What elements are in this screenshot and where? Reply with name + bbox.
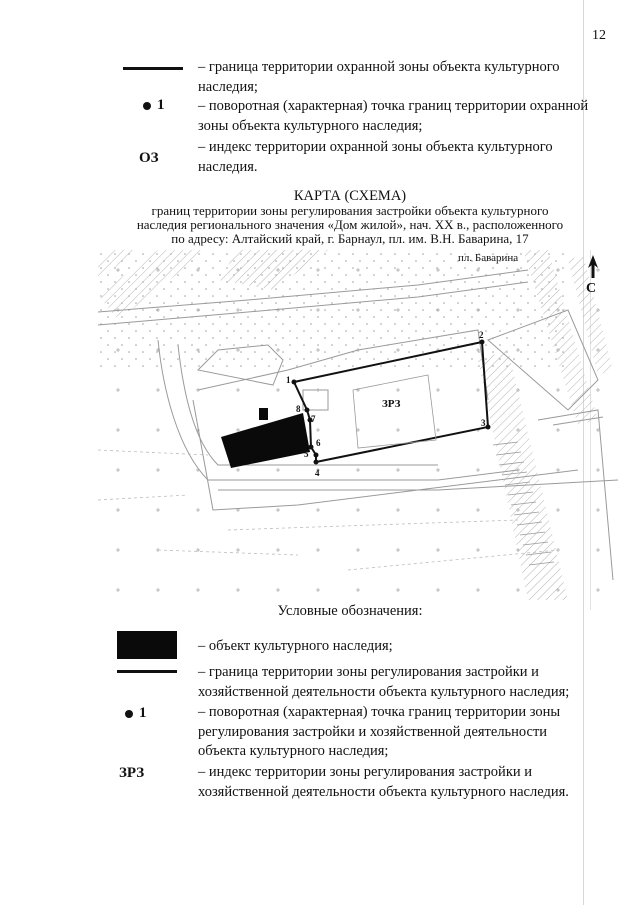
turn-point-4 bbox=[314, 460, 319, 465]
top-legend-boundary-desc: – граница территории охранной зоны объекта культурного наследия; bbox=[198, 59, 560, 95]
heritage-object-symbol bbox=[117, 631, 177, 659]
index-oz-symbol: ОЗ bbox=[139, 150, 159, 166]
turn-point-label: 3 bbox=[481, 418, 486, 428]
turn-point-1 bbox=[292, 380, 297, 385]
bottom-legend-index-desc: – индекс территории зоны регулирования застройки и хозяйственной деятельности объекта культурного наследия. bbox=[198, 764, 569, 800]
legend-heading: Условные обозначения: bbox=[277, 603, 423, 619]
map-subtitle: границ территории зоны регулирования застройки объекта культурного наследия регионального значения «Дом жилой», нач. XX в., расположенного по адресу: Алтайский край, г. Барнаул, пл. им. В.Н. Баварина, 17 bbox=[136, 203, 564, 246]
turn-point-2 bbox=[480, 340, 485, 345]
turn-point-label: 5 bbox=[304, 449, 309, 459]
cultural-heritage-object-annex bbox=[259, 408, 268, 420]
turn-point-label: 2 bbox=[479, 330, 484, 340]
point-dot-icon bbox=[143, 102, 151, 110]
north-arrow-shaft bbox=[592, 264, 595, 278]
turn-point-label: 8 bbox=[296, 404, 301, 414]
bottom-legend-object-desc: – объект культурного наследия; bbox=[198, 638, 393, 654]
turn-point-5 bbox=[314, 453, 319, 458]
top-legend-point-desc: – поворотная (характерная) точка границ территории охранной зоны объекта культурного наследия; bbox=[198, 98, 589, 134]
zone-boundary-line-symbol bbox=[117, 670, 177, 673]
turn-point-label: 6 bbox=[316, 438, 321, 448]
turn-point-3 bbox=[486, 425, 491, 430]
north-label: С bbox=[586, 281, 597, 296]
point-dot-icon bbox=[125, 710, 133, 718]
map-title: КАРТА (СХЕМА) bbox=[293, 188, 407, 204]
map-scheme bbox=[98, 250, 618, 600]
zone-index-label: ЗРЗ bbox=[382, 398, 401, 410]
index-zrz-symbol: ЗРЗ bbox=[119, 765, 145, 781]
zone-turn-point-symbol: 1 bbox=[125, 705, 147, 722]
turn-point-label: 1 bbox=[286, 375, 291, 385]
turn-point-6 bbox=[309, 445, 314, 450]
bottom-legend-boundary-desc: – граница территории зоны регулирования застройки и хозяйственной деятельности объекта культурного наследия; bbox=[198, 664, 570, 700]
map-drawing bbox=[98, 250, 618, 600]
turn-point-label: 4 bbox=[315, 468, 320, 478]
boundary-line-symbol bbox=[123, 67, 183, 70]
turn-point-8 bbox=[305, 408, 310, 413]
bottom-legend-point-desc: – поворотная (характерная) точка границ территории зоны регулирования застройки и хозяйственной деятельности объекта культурного наследия; bbox=[198, 704, 561, 759]
top-legend-index-desc: – индекс территории охранной зоны объекта культурного наследия. bbox=[198, 139, 553, 175]
turn-point-label: 7 bbox=[311, 414, 316, 424]
square-name-label: пл. Баварина bbox=[458, 252, 519, 264]
turn-point-symbol: 1 bbox=[143, 97, 165, 114]
page-number: 12 bbox=[592, 28, 606, 43]
